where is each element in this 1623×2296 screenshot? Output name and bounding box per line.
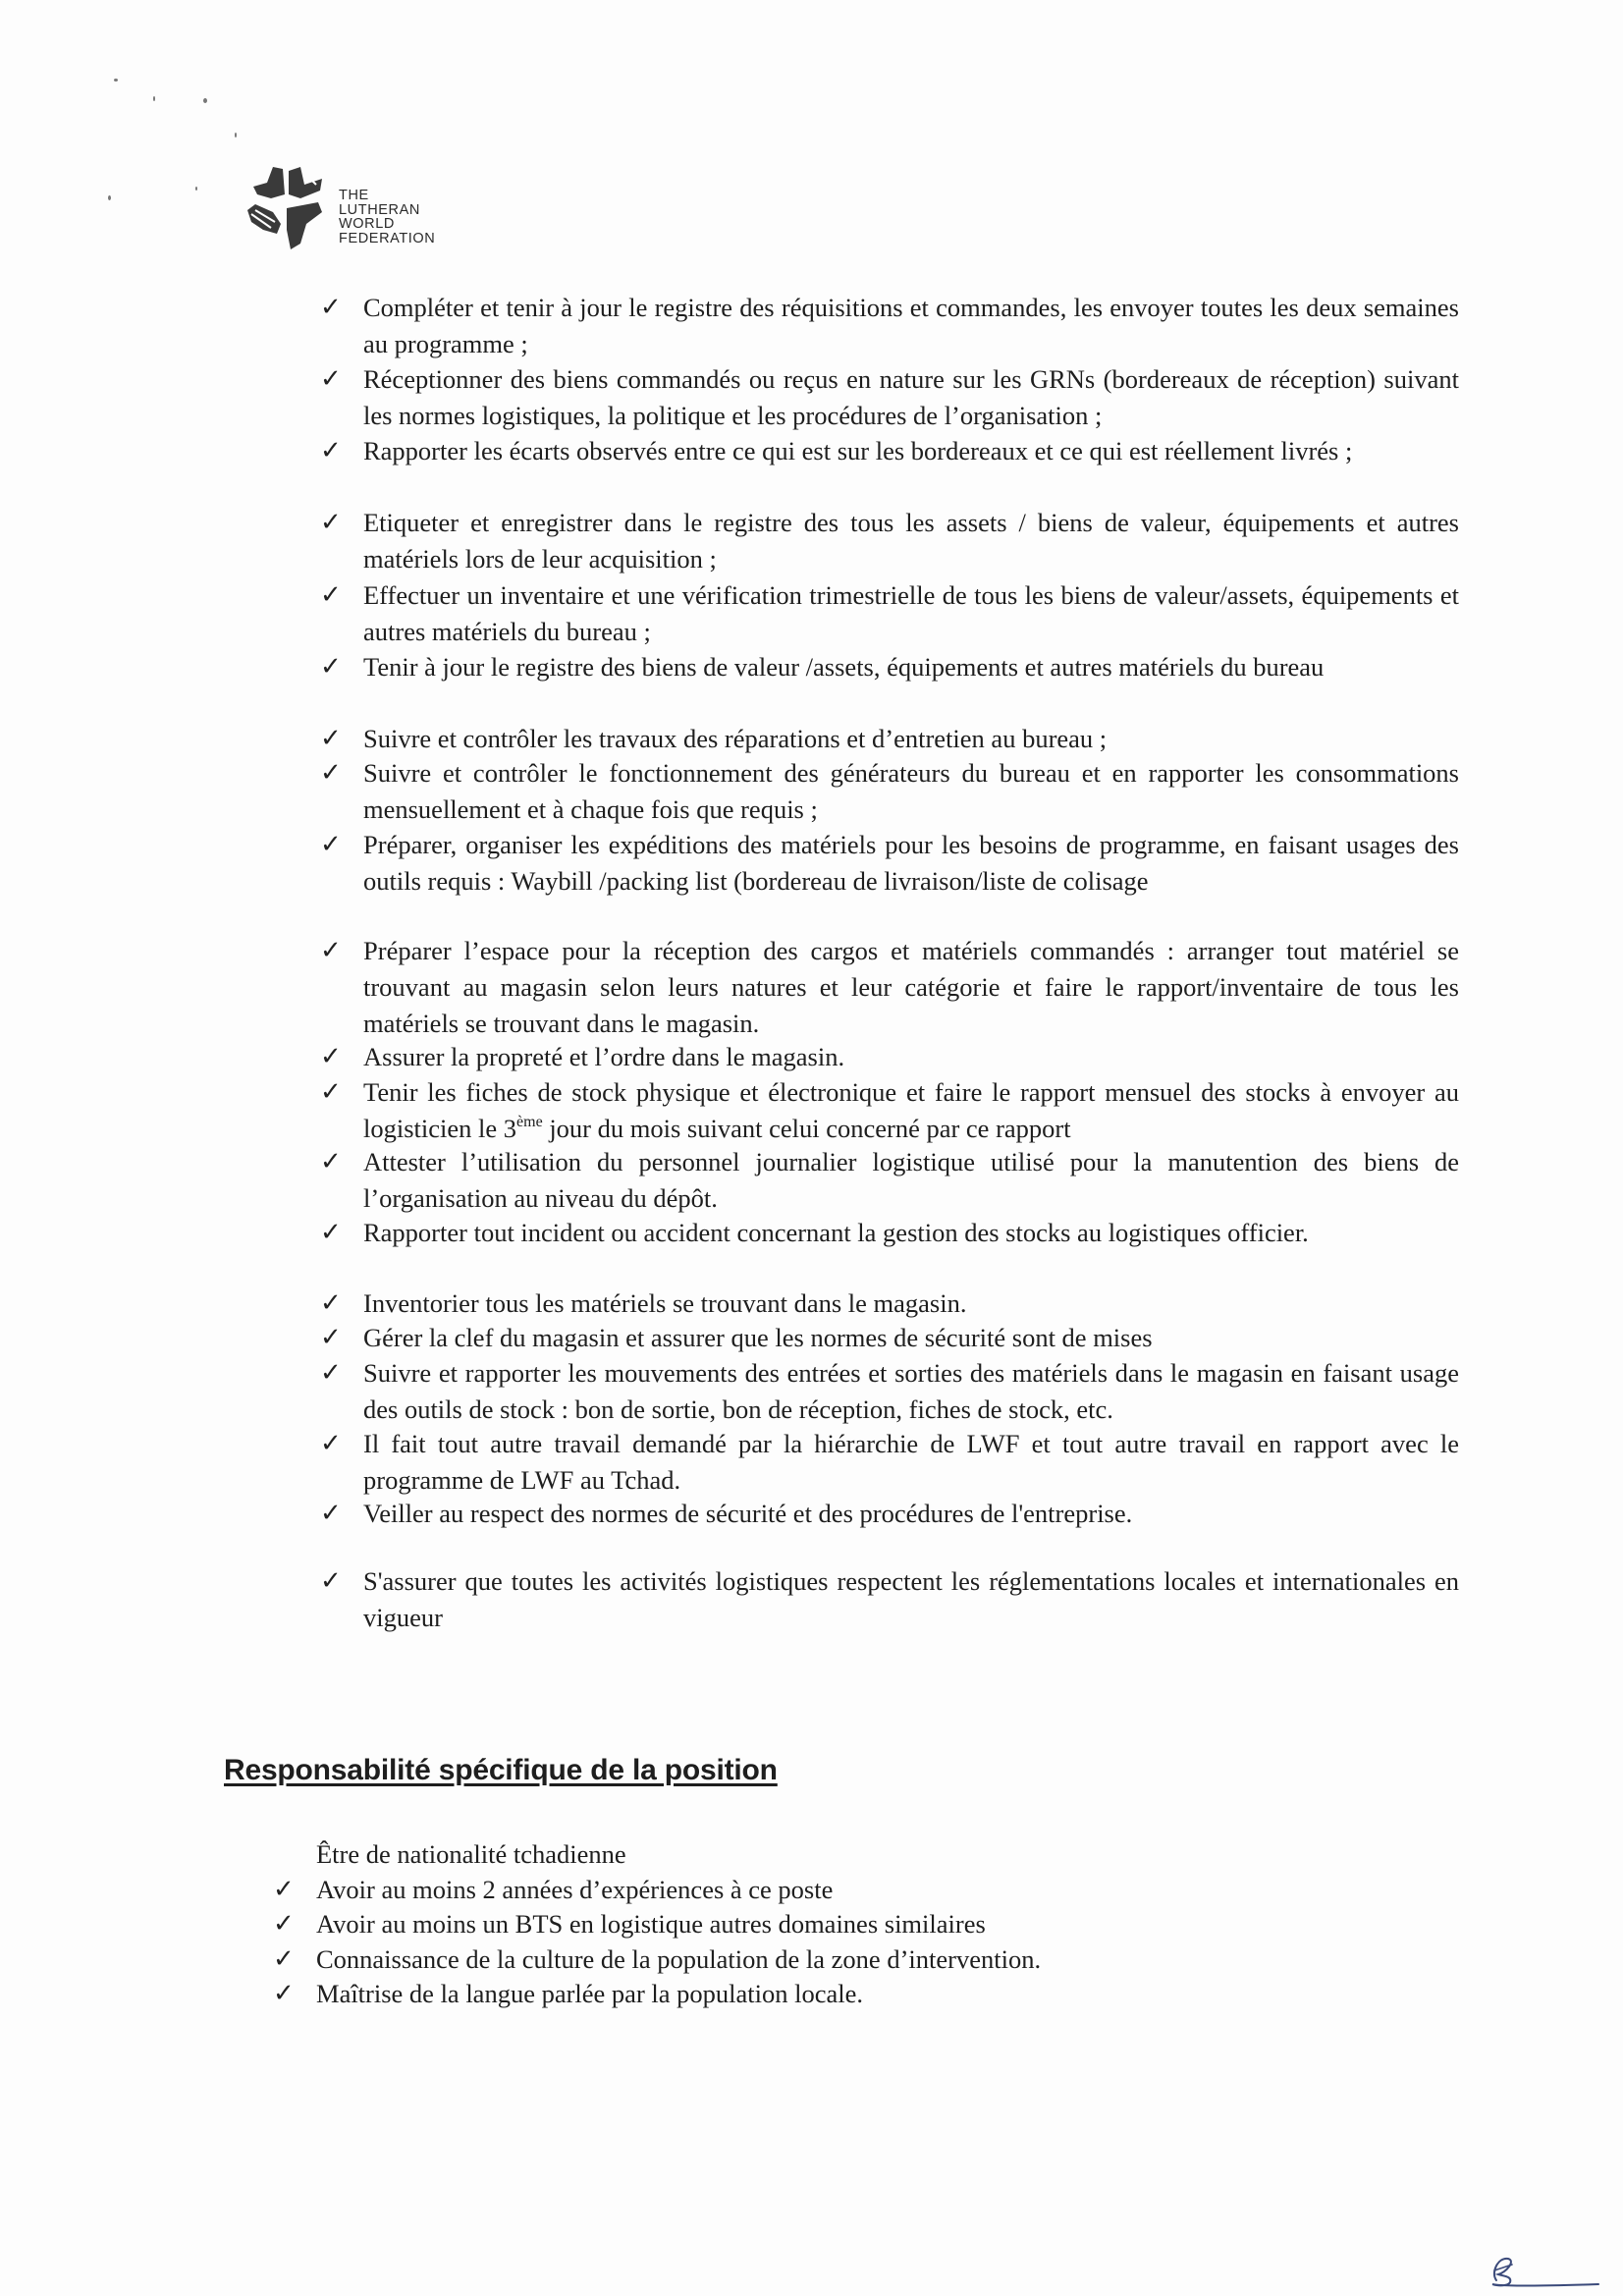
- list-item: [320, 433, 1459, 469]
- list-item-text: Maîtrise de la langue parlée par la population locale.: [316, 1979, 864, 2008]
- check-icon: ✓: [273, 1979, 295, 2008]
- list-item: [273, 1906, 986, 1942]
- check-icon: ✓: [320, 1042, 342, 1071]
- check-icon: ✓: [320, 1499, 342, 1528]
- list-item-text: Avoir au moins un BTS en logistique autres domaines similaires: [316, 1909, 986, 1939]
- list-item: [320, 1144, 1459, 1217]
- logo-wordmark: [339, 189, 435, 246]
- scan-speck: [195, 187, 197, 191]
- check-icon: ✓: [273, 1944, 295, 1974]
- lwf-logo: [243, 165, 440, 258]
- list-item: [320, 1355, 1459, 1428]
- check-icon: ✓: [320, 364, 342, 394]
- check-icon: ✓: [273, 1909, 295, 1939]
- check-icon: ✓: [320, 1358, 342, 1388]
- list-item-text-part: Tenir les fiches de stock physique et électronique et faire le rapport mensuel des stocks à envoyer au logisticien le 3: [363, 1077, 1459, 1143]
- list-item-text: [363, 1077, 1459, 1143]
- list-item-text: Effectuer un inventaire et une vérification trimestrielle de tous les biens de valeur/assets, équipements et autres matériels du bureau ;: [363, 580, 1459, 646]
- check-icon: ✓: [320, 436, 342, 465]
- check-icon: ✓: [320, 936, 342, 965]
- superscript-ordinal: ème: [516, 1114, 543, 1130]
- scan-speck: [153, 96, 155, 101]
- scan-speck: [203, 98, 207, 103]
- list-item: [320, 649, 1459, 685]
- list-item-text: S'assurer que toutes les activités logistiques respectent les réglementations locales et internationales en vigueur: [363, 1566, 1459, 1632]
- list-item-text: Tenir à jour le registre des biens de valeur /assets, équipements et autres matériels du bureau: [363, 652, 1325, 682]
- check-icon: ✓: [320, 1429, 342, 1458]
- list-item-text: Rapporter les écarts observés entre ce qui est sur les bordereaux et ce qui est réellement livrés ;: [363, 436, 1353, 465]
- list-item-text: Rapporter tout incident ou accident concernant la gestion des stocks au logistiques officier.: [363, 1218, 1309, 1247]
- list-item: [320, 1039, 1459, 1075]
- check-icon: ✓: [320, 293, 342, 322]
- scan-speck: [114, 79, 118, 82]
- list-item: [320, 1563, 1459, 1636]
- list-item: [320, 1320, 1459, 1356]
- list-item-text: Etiqueter et enregistrer dans le registre des tous les assets / biens de valeur, équipements et autres matériels lors de leur acquisition ;: [363, 508, 1459, 574]
- scan-speck: [108, 195, 111, 200]
- list-item-text: Veiller au respect des normes de sécurité et des procédures de l'entreprise.: [363, 1499, 1133, 1528]
- list-item: [273, 1872, 834, 1908]
- signature-initials-icon: [1473, 2251, 1600, 2290]
- list-item-text: Préparer, organiser les expéditions des matériels pour les besoins de programme, en faisant usages des outils requis : Waybill /packing list (bordereau de livraison/liste de colisage: [363, 830, 1459, 896]
- list-item-text: Avoir au moins 2 années d’expériences à ce poste: [316, 1875, 834, 1904]
- list-item: [320, 1285, 1459, 1322]
- check-icon: ✓: [320, 1077, 342, 1107]
- check-icon: ✓: [320, 830, 342, 859]
- list-item-text-part: jour du mois suivant celui concerné par ce rapport: [542, 1114, 1071, 1143]
- list-item: [320, 1496, 1459, 1532]
- scan-speck: [235, 133, 237, 137]
- list-item: [320, 290, 1459, 362]
- list-item: [320, 721, 1459, 757]
- logo-line: LUTHERAN: [339, 201, 420, 218]
- check-icon: ✓: [320, 1218, 342, 1247]
- lwf-logo-icon: [243, 165, 326, 253]
- check-icon: ✓: [320, 758, 342, 788]
- list-item-text: Suivre et contrôler le fonctionnement des générateurs du bureau et en rapporter les consommations mensuellement et à chaque fois que requis ;: [363, 758, 1459, 824]
- section-heading: Responsabilité spécifique de la position: [224, 1754, 778, 1786]
- list-item-text: Connaissance de la culture de la population de la zone d’intervention.: [316, 1944, 1042, 1974]
- check-icon: ✓: [320, 1323, 342, 1352]
- list-item: [320, 1074, 1459, 1147]
- list-item-text: Suivre et rapporter les mouvements des entrées et sorties des matériels dans le magasin en faisant usage des outils de stock : bon de sortie, bon de réception, fiches de stock, etc.: [363, 1358, 1459, 1424]
- check-icon: ✓: [320, 1288, 342, 1318]
- list-item-text: Gérer la clef du magasin et assurer que les normes de sécurité sont de mises: [363, 1323, 1153, 1352]
- list-item: [320, 1215, 1459, 1251]
- list-item: [320, 577, 1459, 650]
- list-item: [320, 1426, 1459, 1499]
- check-icon: ✓: [320, 580, 342, 610]
- check-icon: ✓: [320, 1147, 342, 1176]
- list-item-text: Attester l’utilisation du personnel journalier logistique utilisé pour la manutention des biens de l’organisation au niveau du dépôt.: [363, 1147, 1459, 1213]
- list-item-text: Préparer l’espace pour la réception des cargos et matériels commandés : arranger tout matériel se trouvant au magasin selon leurs natures et leur catégorie et faire le rapport/inventaire de tous les matériels se trouvant dans le magasin.: [363, 936, 1459, 1038]
- list-item-text: Il fait tout autre travail demandé par la hiérarchie de LWF et tout autre travail en rapport avec le programme de LWF au Tchad.: [363, 1429, 1459, 1495]
- check-icon: ✓: [320, 508, 342, 537]
- logo-line: THE: [339, 188, 369, 203]
- list-item-text: Compléter et tenir à jour le registre des réquisitions et commandes, les envoyer toutes les deux semaines au programme ;: [363, 293, 1459, 358]
- check-icon: ✓: [320, 724, 342, 753]
- requirements-intro: [316, 1836, 626, 1873]
- list-item: [320, 933, 1459, 1042]
- logo-line: WORLD: [339, 216, 395, 232]
- list-item-text: Inventorier tous les matériels se trouvant dans le magasin.: [363, 1288, 967, 1318]
- list-item-text: Suivre et contrôler les travaux des réparations et d’entretien au bureau ;: [363, 724, 1108, 753]
- list-item: [320, 827, 1459, 900]
- check-icon: ✓: [320, 1566, 342, 1596]
- list-item: [273, 1976, 864, 2012]
- check-icon: ✓: [273, 1875, 295, 1904]
- list-item-text: Réceptionner des biens commandés ou reçus en nature sur les GRNs (bordereaux de réception) suivant les normes logistiques, la politique et les procédures de l’organisation ;: [363, 364, 1459, 430]
- logo-line: FEDERATION: [339, 230, 436, 246]
- list-item: [320, 505, 1459, 577]
- list-item: [320, 361, 1459, 434]
- check-icon: ✓: [320, 652, 342, 682]
- list-item-text: Être de nationalité tchadienne: [316, 1839, 626, 1869]
- list-item: [273, 1941, 1042, 1978]
- list-item-text: Assurer la propreté et l’ordre dans le magasin.: [363, 1042, 845, 1071]
- list-item: [320, 755, 1459, 828]
